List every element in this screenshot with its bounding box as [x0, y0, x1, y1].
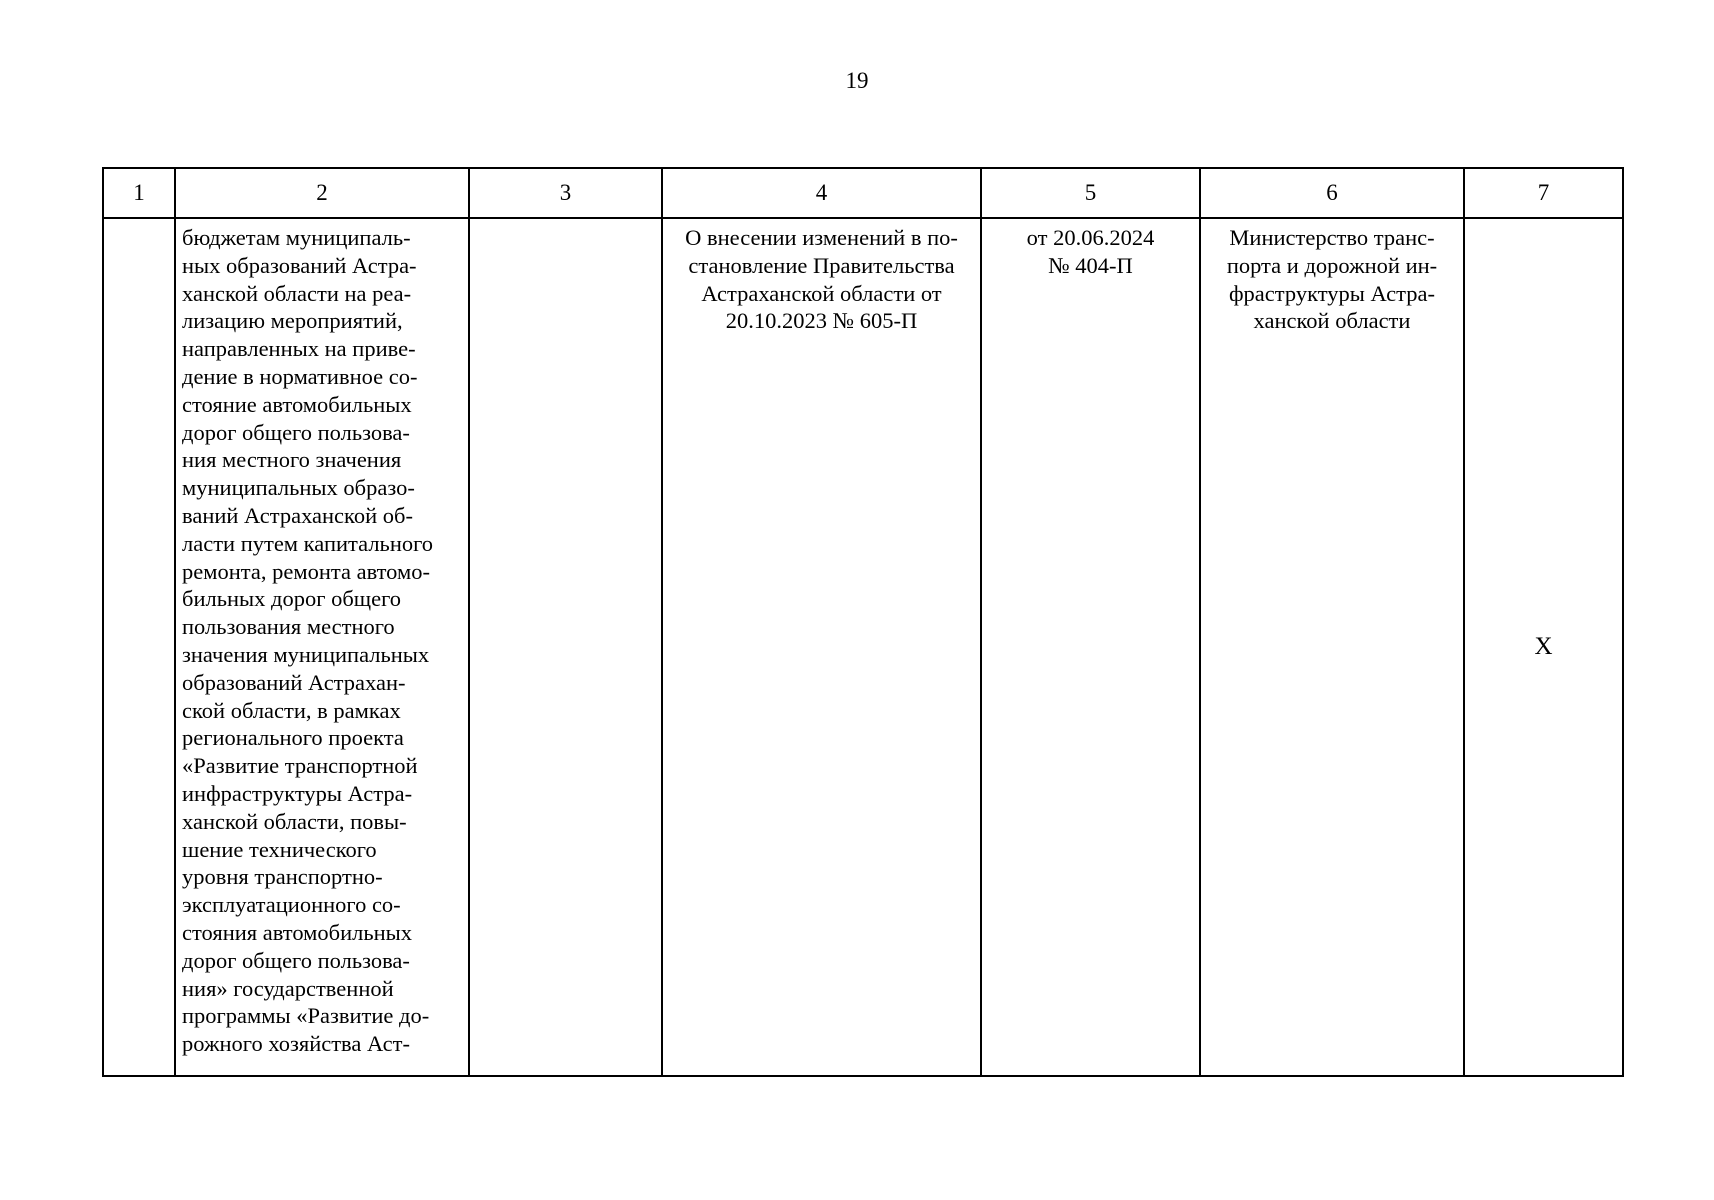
act-title-line: становление Правительства	[688, 252, 955, 278]
act-date-line: № 404-П	[1048, 252, 1133, 278]
cell-description	[175, 218, 469, 1076]
description-line: ласти путем капитального	[182, 530, 434, 556]
responsible-line: ханской области	[1253, 308, 1411, 334]
responsible-line: Министерство транс-	[1229, 225, 1435, 250]
description-line: дение в нормативное со-	[182, 363, 418, 389]
table-header-row	[103, 168, 1623, 218]
cell-number	[103, 218, 175, 1076]
description-line: инфраструктуры Астра-	[182, 780, 413, 806]
header-cell-6: 6	[1200, 168, 1464, 218]
description-line: ваний Астраханской об-	[182, 502, 413, 528]
description-line: лизацию мероприятий,	[182, 308, 403, 334]
cell-act-title	[662, 218, 981, 1076]
description-line: стояние автомобильных	[182, 391, 412, 417]
document-table	[102, 167, 1624, 1077]
act-title-line: 20.10.2023 № 605-П	[725, 308, 918, 334]
description-line: муниципальных образо-	[182, 475, 415, 501]
cell-mark: Х	[1464, 218, 1623, 1076]
description-line: уровня транспортно-	[182, 864, 383, 890]
cell-act-date	[981, 218, 1200, 1076]
description-line: стояния автомобильных	[182, 919, 413, 945]
responsible-line: порта и дорожной ин-	[1226, 252, 1438, 278]
description-line: ханской области, повы-	[182, 808, 407, 834]
description-line: направленных на приве-	[182, 336, 416, 362]
description-line: пользования местного	[182, 614, 395, 640]
description-line: рожного хозяйства Аст-	[182, 1031, 410, 1057]
description-line: дорог общего пользова-	[182, 419, 410, 445]
description-line: регионального проекта	[182, 725, 404, 751]
header-cell-5: 5	[981, 168, 1200, 218]
act-date-line: от 20.06.2024	[1026, 225, 1155, 250]
description-line: образований Астрахан-	[182, 669, 406, 695]
description-line: дорог общего пользова-	[182, 947, 410, 973]
cell-responsible	[1200, 218, 1464, 1076]
act-title-line: О внесении изменений в по-	[685, 225, 958, 250]
description-line: ханской области на реа-	[182, 280, 412, 306]
act-title-line: Астраханской области от	[701, 280, 942, 306]
description-line: программы «Развитие до-	[182, 1003, 430, 1029]
description-line: ния местного значения	[182, 447, 402, 473]
header-cell-7: 7	[1464, 168, 1623, 218]
description-line: бильных дорог общего	[182, 586, 401, 612]
cell-empty	[469, 218, 662, 1076]
description-line: шение технического	[182, 836, 377, 862]
description-line: ных образований Астра-	[182, 252, 417, 278]
description-line: значения муниципальных	[182, 641, 430, 667]
description-line: ремонта, ремонта автомо-	[182, 558, 430, 584]
header-cell-2: 2	[175, 168, 469, 218]
header-cell-3: 3	[469, 168, 662, 218]
description-line: бюджетам муниципаль-	[182, 225, 411, 250]
description-line: «Развитие транспортной	[182, 753, 418, 779]
description-line: эксплуатационного со-	[182, 892, 401, 918]
header-cell-4: 4	[662, 168, 981, 218]
description-line: ской области, в рамках	[182, 697, 401, 723]
page-number: 19	[845, 68, 869, 93]
header-cell-1: 1	[103, 168, 175, 218]
table-row	[103, 218, 1623, 1076]
description-line: ния» государственной	[182, 975, 394, 1001]
responsible-line: фраструктуры Астра-	[1228, 280, 1436, 306]
